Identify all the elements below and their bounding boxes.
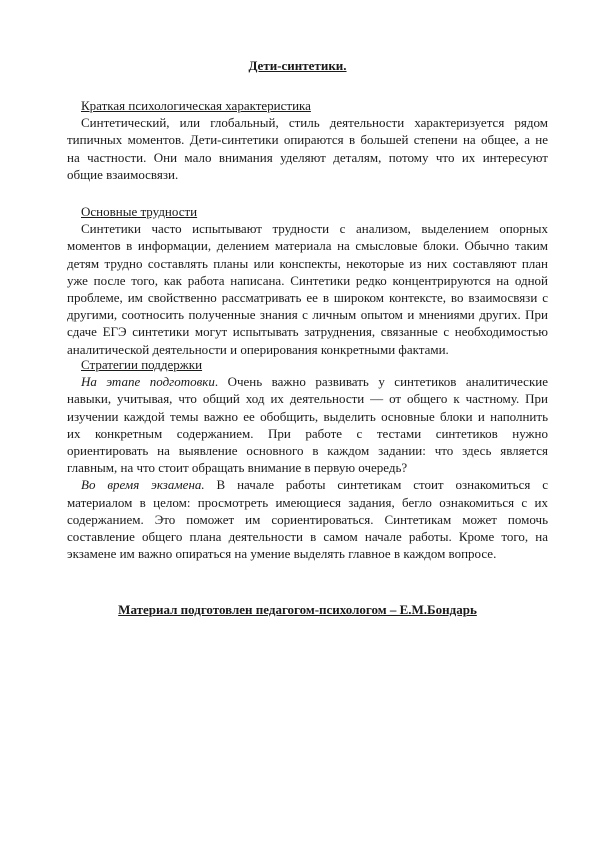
text-line: навыки, учитывая, что общий ход их деятельности — от общего к частному. При — [67, 391, 548, 407]
text-line: моментов в информации, делением материала на смысловые блоки. Обычно таким — [67, 238, 548, 254]
text-line: материалом в целом: просмотреть имеющиеся задания, бегло ознакомиться с их — [67, 494, 548, 510]
section-characteristics — [67, 97, 548, 183]
text-line: экзамене им важно опираться на умение выделять главное в каждом вопросе. — [67, 546, 497, 562]
section-heading-strategies: Стратегии поддержки — [81, 357, 203, 372]
text-line: аналитической деятельности и оперирования конкретными фактами. — [67, 341, 449, 357]
section-heading-difficulties: Основные трудности — [81, 204, 198, 219]
text-line: уже после того, как работа написана. Синтетики редко концентрируются на одной — [67, 272, 548, 288]
document-title: Дети-синтетики. — [248, 58, 347, 73]
preparation-lead: На этапе подготовки — [81, 374, 215, 390]
text-line: содержанием. Это поможет им сориентироваться. Синтетикам может помочь — [67, 511, 548, 527]
preparation-first-rest: . Очень важно развивать у синтетиков аналитические — [214, 374, 548, 390]
text-line: изучении каждой темы важно ее обобщить, выделить основные блоки и наполнить — [67, 408, 548, 424]
text-line — [67, 373, 548, 390]
text-line: их конкретным содержанием. При работе с тестами синтетиков нужно — [67, 425, 548, 441]
text-line: сдаче ЕГЭ синтетики могут испытывать затруднения, связанные с необходимостью — [67, 324, 548, 340]
text-line: другими, соотносить полученные знания с личным опытом и мнениями других. При — [67, 307, 548, 323]
text-line: главным, на что стоит обращать внимание в первую очередь? — [67, 460, 408, 476]
exam-first-rest: В начале работы синтетикам стоит ознакомиться с — [204, 477, 548, 493]
text-line: детям трудно составлять планы или конспекты, некоторые из них составляют план — [67, 255, 548, 271]
section-difficulties — [67, 203, 548, 358]
section-heading-characteristics: Краткая психологическая характеристика — [81, 98, 311, 113]
text-line: Синтетики часто испытывают трудности с анализом, выделением опорных — [81, 221, 548, 237]
text-line: типичных моментов. Дети-синтетики опираются в большей степени на общее, а не — [67, 132, 548, 148]
paragraph-preparation — [67, 373, 548, 476]
paragraph-characteristics — [67, 114, 548, 183]
text-line: на частности. Они мало внимания уделяют деталям, потому что их интересуют — [67, 149, 548, 165]
text-line: общие взаимосвязи. — [67, 166, 179, 182]
text-line — [67, 476, 548, 493]
paragraph-difficulties — [67, 220, 548, 358]
text-line: составление общего плана деятельности в самом начале работы. Кроме того, на — [67, 529, 548, 545]
exam-lead: Во время экзамена. — [81, 477, 205, 493]
author-footer: Материал подготовлен педагогом-психологом – Е.М.Бондарь — [118, 602, 477, 617]
text-line: Синтетический, или глобальный, стиль деятельности характеризуется рядом — [81, 115, 548, 131]
paragraph-exam — [67, 476, 548, 562]
section-support-strategies — [67, 356, 548, 562]
text-line: ориентировать на выявление основного в каждом задании: что здесь является — [67, 443, 548, 459]
text-line: проблеме, им свойственно рассматривать ее в широком контексте, во взаимосвязи с — [67, 290, 548, 306]
